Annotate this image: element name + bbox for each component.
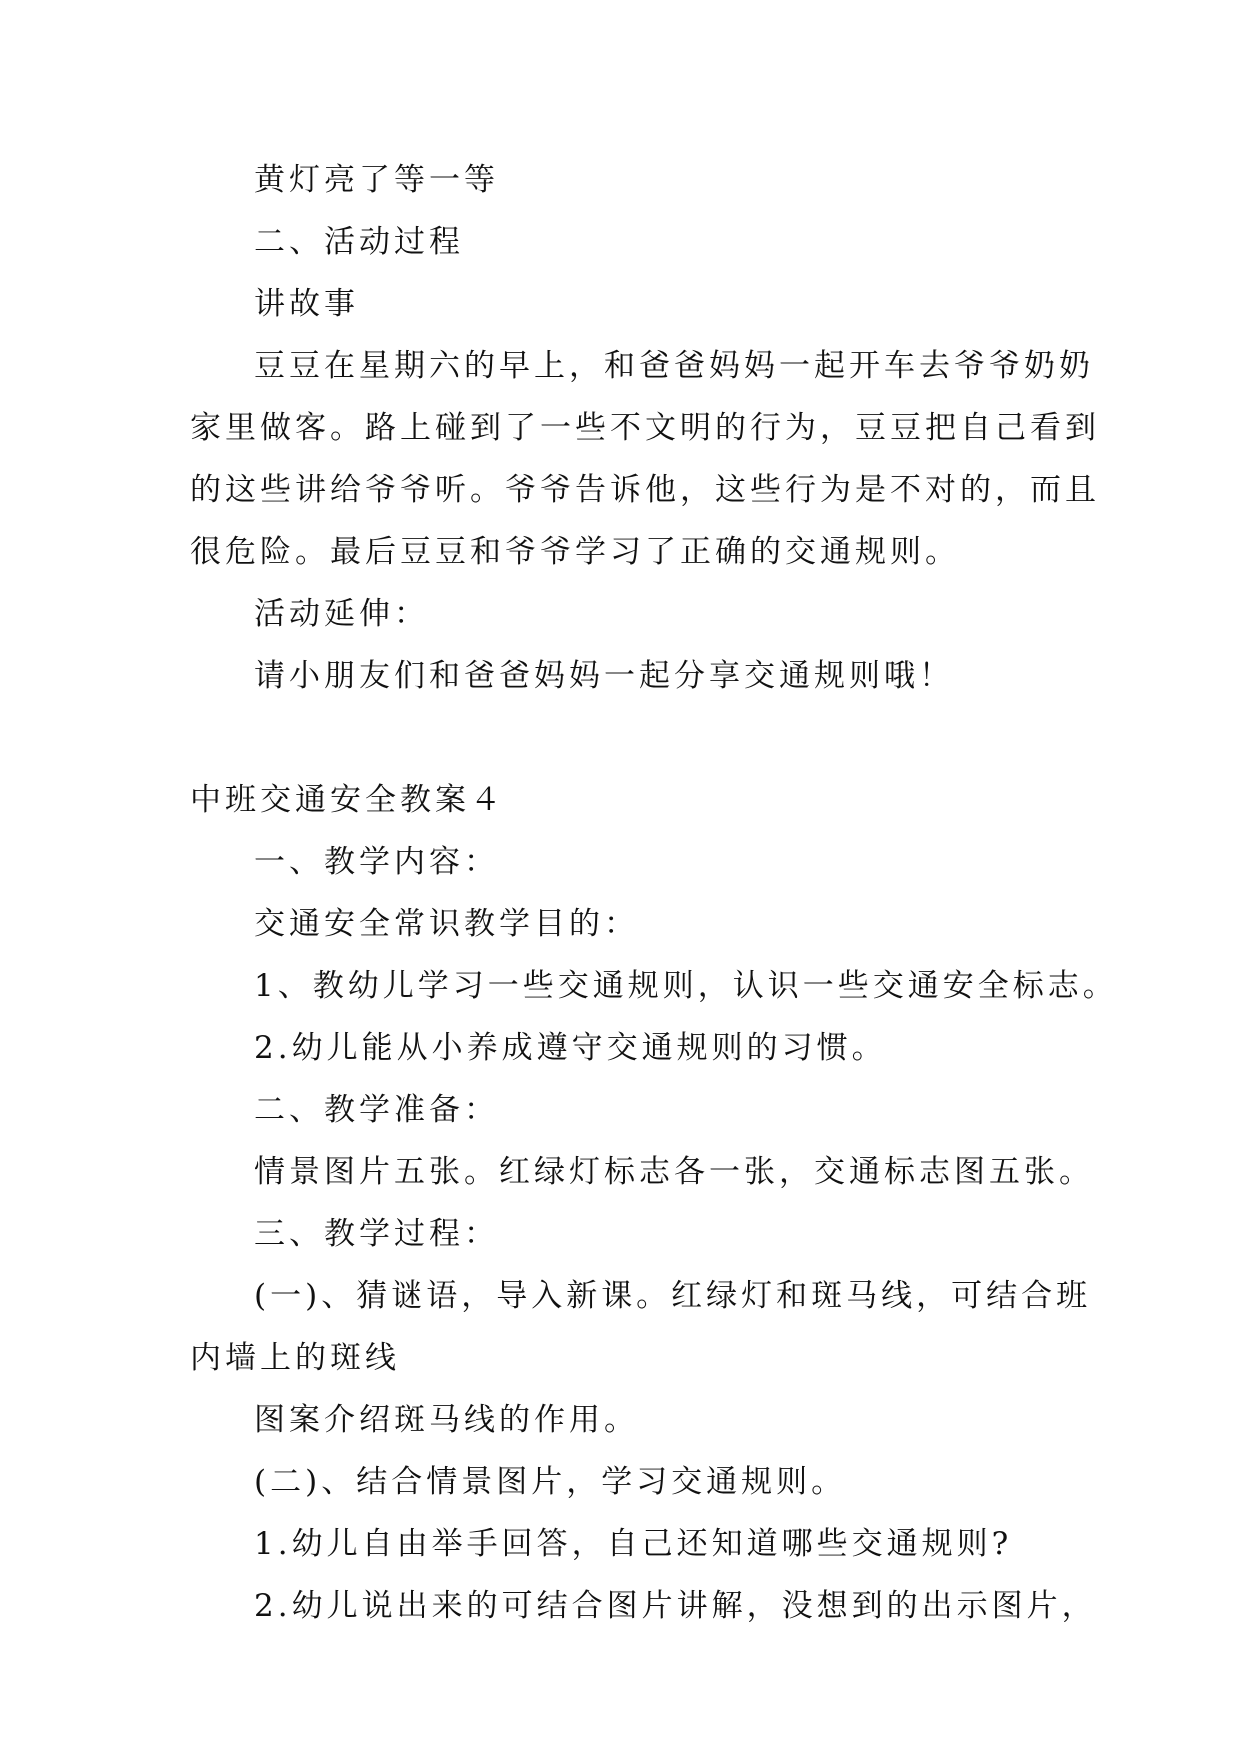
paragraph-line: 豆豆在星期六的早上，和爸爸妈妈一起开车去爷爷奶奶 [254, 348, 1094, 384]
list-item: 2.幼儿说出来的可结合图片讲解，没想到的出示图片， [254, 1588, 1097, 1624]
text-line: (二)、结合情景图片，学习交通规则。 [254, 1464, 847, 1500]
document-page [190, 160, 1118, 1648]
text-line: 情景图片五张。红绿灯标志各一张，交通标志图五张。 [254, 1154, 1094, 1190]
text-line: 交通安全常识教学目的： [254, 906, 639, 942]
section-spacer [190, 718, 1070, 780]
section-heading: 二、活动过程 [254, 224, 464, 260]
section-title: 中班交通安全教案４ [190, 782, 505, 818]
text-line: 请小朋友们和爸爸妈妈一起分享交通规则哦！ [254, 658, 954, 694]
section-heading: 二、教学准备： [254, 1092, 499, 1128]
paragraph-line: (一)、猜谜语，导入新课。红绿灯和斑马线，可结合班 [254, 1278, 1092, 1314]
paragraph-line: 的这些讲给爷爷听。爷爷告诉他，这些行为是不对的，而且 [190, 472, 1100, 508]
section-heading: 三、教学过程： [254, 1216, 499, 1252]
paragraph-line: 家里做客。路上碰到了一些不文明的行为，豆豆把自己看到 [190, 410, 1100, 446]
list-item: 1、教幼儿学习一些交通规则，认识一些交通安全标志。 [254, 968, 1118, 1004]
step-paragraph [190, 1276, 1092, 1378]
story-paragraph [190, 346, 1100, 572]
text-line: 黄灯亮了等一等 [254, 162, 499, 198]
text-line: 图案介绍斑马线的作用。 [254, 1402, 639, 1438]
list-item: 1.幼儿自由举手回答，自己还知道哪些交通规则? [254, 1526, 1013, 1562]
paragraph-line: 很危险。最后豆豆和爷爷学习了正确的交通规则。 [190, 534, 960, 570]
subheading: 讲故事 [254, 286, 359, 322]
paragraph-line: 内墙上的斑线 [190, 1340, 400, 1376]
subheading: 活动延伸： [254, 596, 429, 632]
list-item: 2.幼儿能从小养成遵守交通规则的习惯。 [254, 1030, 887, 1066]
section-heading: 一、教学内容： [254, 844, 499, 880]
